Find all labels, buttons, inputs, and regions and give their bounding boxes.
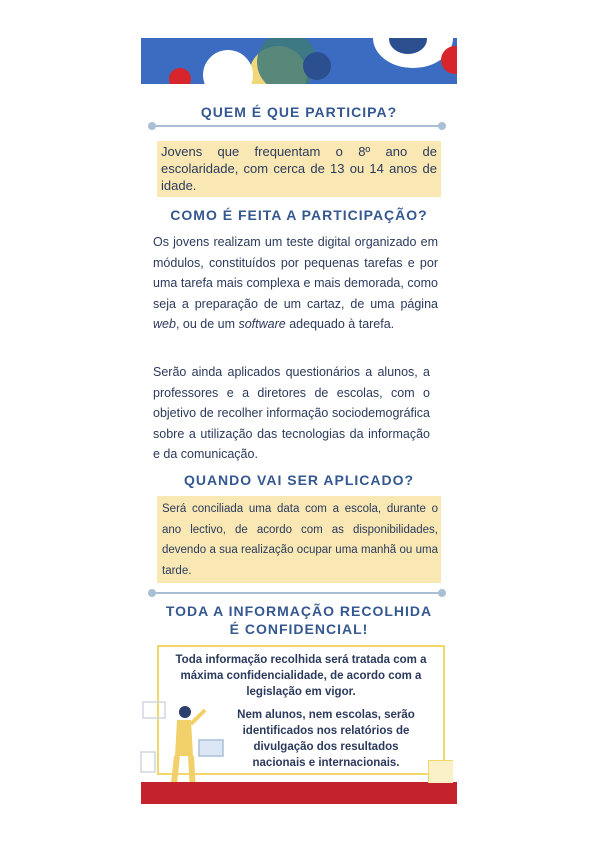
header-banner (141, 38, 457, 84)
banner-circle-red-right (441, 46, 457, 74)
banner-circle-white (203, 50, 253, 84)
banner-circle-red-left (169, 68, 191, 84)
heading-when-applied: QUANDO VAI SER APLICADO? (183, 472, 415, 488)
participation-text-2: Serão ainda aplicados questionários a alunos, a professores e a diretores de escolas, com o objetivo de recolher informação sociodemográfica sobre a utilização das tecnologias da informação e da comunicação. (153, 365, 430, 461)
participation-text-part-a: Os jovens realizam um teste digital organizado em módulos, constituídos por pequenas tarefas e por uma tarefa mais complexa e mais demorada, como seja a preparação de um cartaz, de uma página (153, 235, 438, 311)
divider (152, 125, 442, 127)
banner-circle-dark (303, 52, 331, 80)
person-body (175, 720, 193, 756)
confidential-text-1: Toda informação recolhida será tratada com a máxima confidencialidade, de acordo com a legislação em vigor. (175, 654, 427, 698)
heading-confidential-line1: TODA A INFORMAÇÃO RECOLHIDA (165, 603, 433, 619)
monitor-icon-2 (199, 740, 223, 756)
schedule-text: Será conciliada uma data com a escola, durante o ano lectivo, de acordo com as disponibilidades, devendo a sua realização ocupar uma manhã ou uma tarde. (162, 503, 438, 577)
monitor-icon (143, 702, 165, 718)
tablet-icon (141, 752, 155, 772)
participation-text-part-c: adequado à tarefa. (285, 317, 395, 331)
person-head (179, 706, 191, 718)
page-corner-fold (428, 760, 453, 783)
heading-who-participates: QUEM É QUE PARTICIPA? (200, 104, 398, 120)
confidential-text-2: Nem alunos, nem escolas, serão identificados nos relatórios de divulgação dos resultados nacionais e internacionais. (237, 709, 415, 769)
person-arm (191, 710, 205, 724)
participation-text-part-b: , ou de um (175, 317, 239, 331)
heading-confidential-line2: É CONFIDENCIAL! (229, 621, 369, 637)
participants-text: Jovens que frequentam o 8º ano de escolaridade, com cerca de 13 ou 14 anos de idade. (161, 144, 437, 193)
participation-software: software (238, 317, 286, 331)
divider (152, 592, 442, 594)
participation-web: web (153, 317, 176, 331)
participation-text-1 (153, 232, 438, 335)
heading-how-participation: COMO É FEITA A PARTICIPAÇÃO? (170, 207, 428, 223)
footer-bar (141, 782, 457, 804)
